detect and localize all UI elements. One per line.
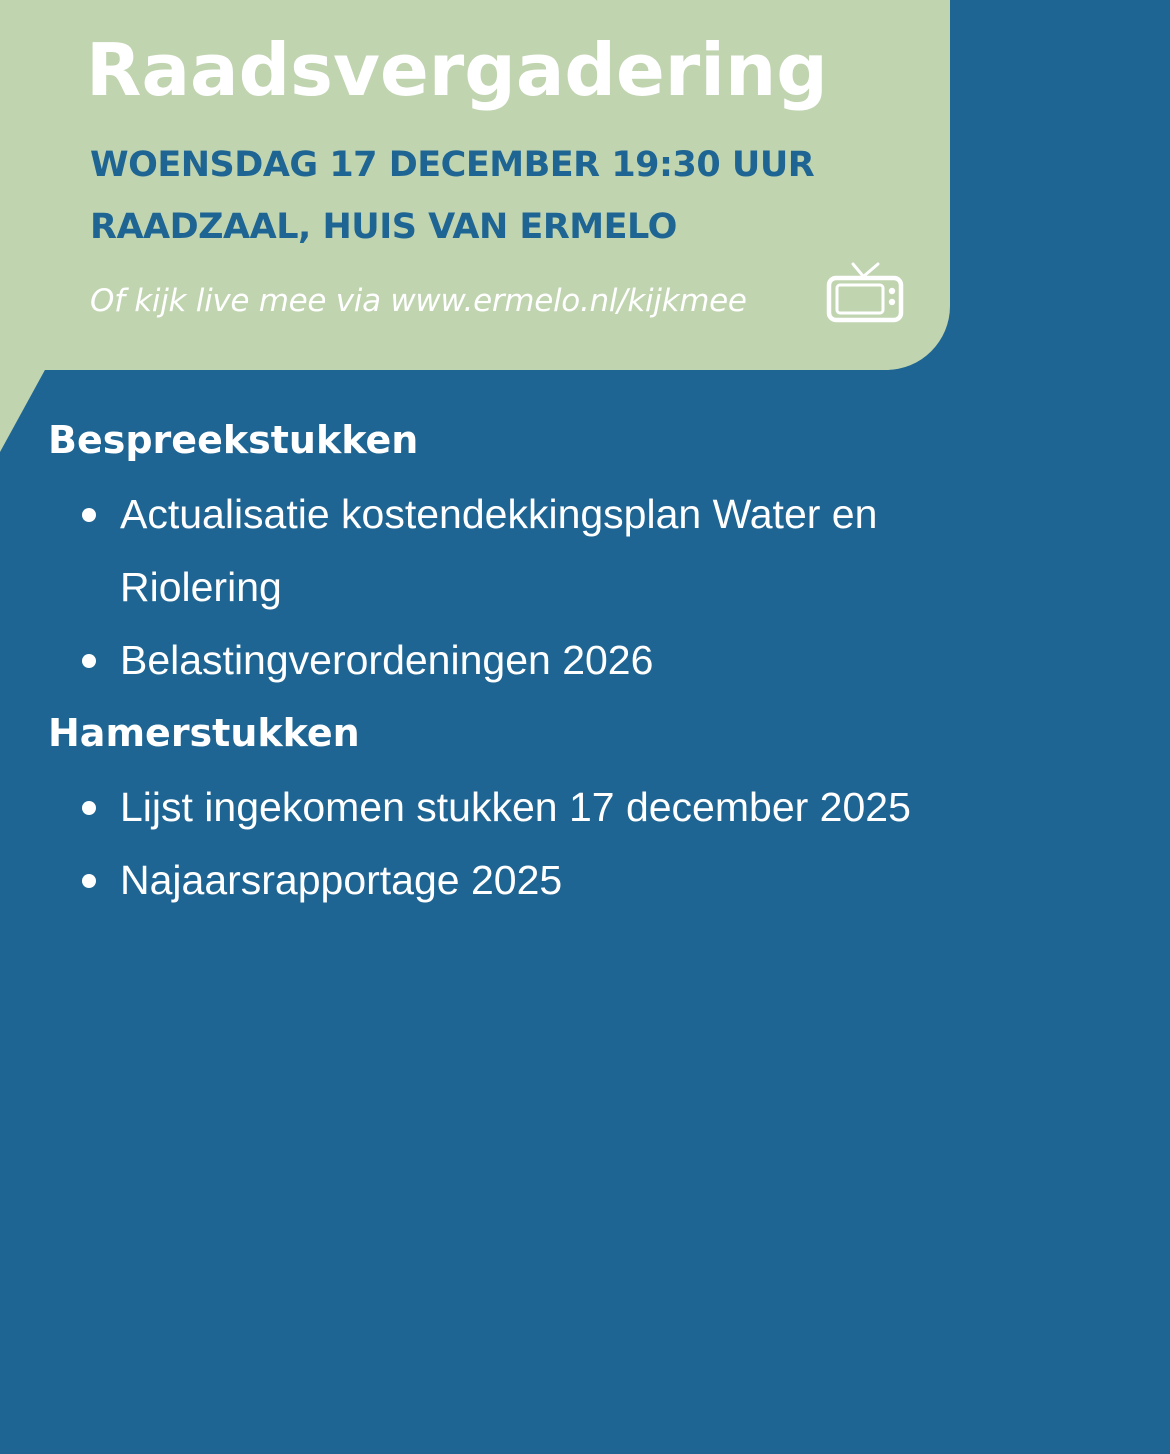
meeting-location: RAADZAAL, HUIS VAN ERMELO [90, 207, 677, 247]
list-item-text: Lijst ingekomen stukken 17 december 2025 [120, 784, 911, 830]
list-item [48, 624, 980, 697]
list-item [48, 478, 980, 624]
bullet-icon [82, 654, 96, 668]
section-heading-hamerstukken: Hamerstukken [48, 711, 360, 755]
list-item-text: Najaarsrapportage 2025 [120, 857, 563, 903]
agenda-content [48, 412, 1128, 925]
page-title: Raadsvergadering [86, 28, 828, 112]
list-item-text: Belastingverordeningen 2026 [120, 637, 654, 683]
list-item [48, 844, 980, 917]
tv-icon [826, 262, 904, 324]
meeting-date: WOENSDAG 17 DECEMBER 19:30 UUR [90, 145, 815, 185]
list-item [48, 771, 980, 844]
bullet-icon [82, 508, 96, 522]
bespreekstukken-list [48, 478, 1128, 697]
list-item-text: Actualisatie kostendekkingsplan Water en Riolering [120, 491, 878, 610]
header-panel-tail [0, 368, 46, 452]
bullet-icon [82, 801, 96, 815]
hamerstukken-list [48, 771, 1128, 917]
bullet-icon [82, 874, 96, 888]
section-heading-bespreekstukken: Bespreekstukken [48, 418, 419, 462]
livestream-link[interactable]: Of kijk live mee via www.ermelo.nl/kijkmee [90, 283, 747, 319]
